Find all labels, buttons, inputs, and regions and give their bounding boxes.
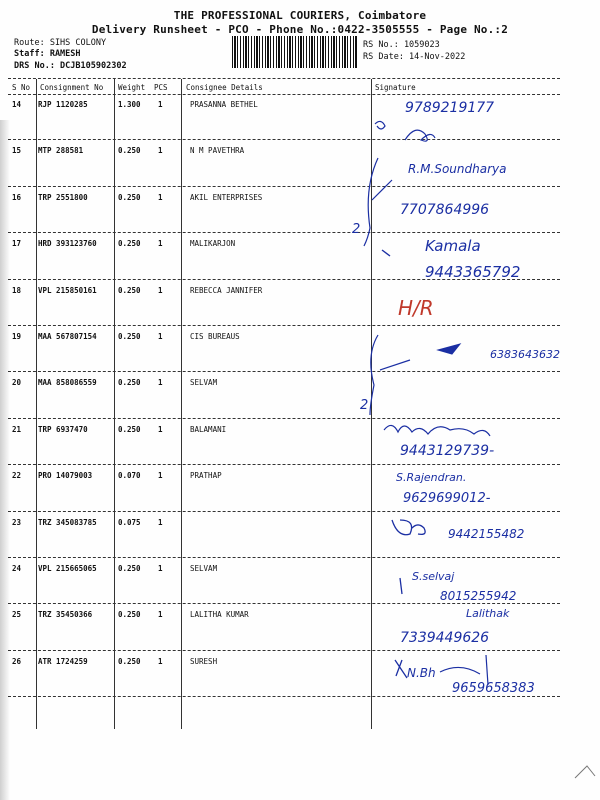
row-consignee: SELVAM [190, 378, 218, 388]
row-pcs: 1 [158, 100, 163, 109]
row-sno: 23 [12, 517, 22, 527]
runsheet-subtitle: Delivery Runsheet - PCO - Phone No.:0422-3505555 - Page No.:2 [91, 23, 509, 36]
row-consignment-no: VPL 215850161 [38, 285, 97, 295]
row-sno: 14 [12, 100, 22, 109]
handwritten-phone: 7707864996 [400, 202, 490, 218]
row-weight: 0.250 [118, 564, 141, 573]
handwritten-note: 2 [352, 222, 361, 237]
row-pcs: 1 [158, 424, 163, 434]
row-weight: 0.070 [118, 471, 141, 481]
handwritten-name: R.M.Soundharya [408, 162, 507, 176]
col-pcs: PCS [154, 83, 168, 92]
col-divider [36, 79, 37, 729]
row-weight: 0.250 [118, 146, 141, 156]
row-pcs: 1 [158, 146, 163, 156]
row-consignee: CIS BUREAUS [190, 332, 240, 341]
row-weight: 0.250 [118, 656, 141, 666]
route-label: Route: SIHS COLONY [14, 38, 107, 48]
row-sno: 26 [12, 656, 22, 666]
row-consignment-no: MAA 858086559 [38, 378, 97, 388]
row-weight: 0.250 [118, 239, 141, 249]
row-sno: 21 [12, 424, 22, 434]
drs-number: DRS No.: DCJB105902302 [14, 61, 127, 71]
page-corner-fold [575, 766, 595, 778]
signature-scribble [438, 344, 460, 354]
signature-scribble [384, 425, 490, 436]
row-consignment-no: MTP 288581 [38, 146, 84, 156]
handwritten-note: 2 [360, 398, 369, 413]
row-weight: 0.075 [118, 517, 141, 527]
row-pcs: 1 [158, 192, 163, 202]
row-sno: 24 [12, 564, 22, 573]
row-separator [8, 511, 560, 512]
row-consignee: AKIL ENTERPRISES [190, 192, 263, 202]
header-rule-top [8, 78, 560, 79]
row-separator [8, 696, 560, 697]
col-divider [114, 79, 115, 729]
row-consignment-no: RJP 1120285 [38, 100, 88, 109]
row-separator [8, 603, 560, 604]
header-rule-bottom [8, 94, 560, 95]
handwritten-mark: H/R [398, 296, 434, 320]
row-weight: 1.300 [118, 100, 141, 109]
barcode [232, 36, 358, 68]
row-sno: 17 [12, 239, 22, 249]
row-separator [8, 186, 560, 187]
handwritten-name: Lalithak [466, 607, 510, 620]
handwritten-phone: 6383643632 [490, 348, 560, 361]
col-sno: S No [12, 83, 31, 92]
row-sno: 15 [12, 146, 22, 156]
row-sno: 19 [12, 332, 22, 341]
scan-edge-shadow [0, 120, 10, 800]
row-sno: 25 [12, 610, 22, 620]
row-weight: 0.250 [118, 610, 141, 620]
row-pcs: 1 [158, 378, 163, 388]
handwritten-phone: 9443129739- [400, 443, 495, 459]
col-consignment: Consignment No [40, 83, 104, 92]
row-weight: 0.250 [118, 192, 141, 202]
row-weight: 0.250 [118, 378, 141, 388]
row-consignment-no: TRZ 35450366 [38, 610, 93, 620]
row-pcs: 1 [158, 610, 163, 620]
col-divider [181, 79, 182, 729]
row-consignment-no: TRZ 345083785 [38, 517, 97, 527]
handwritten-phone: 9442155482 [448, 527, 525, 541]
col-weight: Weight [118, 83, 146, 92]
rs-number: RS No.: 1059023 [363, 40, 440, 50]
row-separator [8, 371, 560, 372]
row-consignee: PRATHAP [190, 471, 222, 481]
row-weight: 0.250 [118, 424, 141, 434]
row-pcs: 1 [158, 239, 163, 249]
row-consignment-no: TRP 6937470 [38, 424, 88, 434]
row-consignee: MALIKARJON [190, 239, 236, 249]
row-consignee: PRASANNA BETHEL [190, 100, 258, 109]
handwritten-name: N.Bh [407, 666, 436, 680]
handwritten-phone: 9659658383 [452, 681, 535, 696]
row-consignee: N M PAVETHRA [190, 146, 245, 156]
handwritten-name: Kamala [425, 237, 481, 255]
row-pcs: 1 [158, 471, 163, 481]
signature-scribble [395, 660, 407, 678]
signature-scribble [375, 121, 435, 141]
col-divider [371, 79, 372, 729]
row-consignment-no: ATR 1724259 [38, 656, 88, 666]
row-sno: 18 [12, 285, 22, 295]
col-signature: Signature [375, 83, 416, 92]
row-weight: 0.250 [118, 285, 141, 295]
row-pcs: 1 [158, 285, 163, 295]
handwritten-phone: 9443365792 [425, 263, 521, 281]
row-consignee: SURESH [190, 656, 218, 666]
row-consignment-no: PRO 14079003 [38, 471, 93, 481]
row-consignment-no: MAA 567807154 [38, 332, 97, 341]
signature-scribble [400, 578, 402, 594]
row-sno: 22 [12, 471, 22, 481]
staff-label: Staff: RAMESH [14, 49, 81, 59]
row-pcs: 1 [158, 564, 163, 573]
row-sno: 20 [12, 378, 22, 388]
row-separator [8, 650, 560, 651]
row-pcs: 1 [158, 656, 163, 666]
handwritten-name: S.Rajendran. [396, 471, 467, 484]
row-consignee: BALAMANI [190, 424, 227, 434]
row-consignee: REBECCA JANNIFER [190, 285, 263, 295]
handwritten-phone: 8015255942 [440, 589, 517, 603]
row-separator [8, 418, 560, 419]
bracket-stroke [370, 335, 410, 415]
row-pcs: 1 [158, 332, 163, 341]
signature-scribble [392, 520, 425, 535]
row-separator [8, 232, 560, 233]
row-consignment-no: HRD 393123760 [38, 239, 97, 249]
row-sno: 16 [12, 192, 22, 202]
row-consignee: LALITHA KUMAR [190, 610, 249, 620]
row-separator [8, 325, 560, 326]
row-separator [8, 464, 560, 465]
col-consignee: Consignee Details [186, 83, 263, 92]
row-consignment-no: VPL 215665065 [38, 564, 97, 573]
row-consignee: SELVAM [190, 564, 218, 573]
row-separator [8, 139, 560, 140]
row-pcs: 1 [158, 517, 163, 527]
row-separator [8, 557, 560, 558]
handwritten-phone: 9789219177 [405, 100, 495, 116]
row-consignment-no: TRP 2551800 [38, 192, 88, 202]
company-title: THE PROFESSIONAL COURIERS, Coimbatore [173, 9, 427, 22]
rs-date: RS Date: 14-Nov-2022 [363, 52, 466, 62]
handwritten-phone: 7339449626 [400, 630, 490, 646]
signature-scribble [382, 250, 390, 256]
handwritten-phone: 9629699012- [403, 491, 491, 506]
handwritten-name: S.selvaj [412, 570, 455, 583]
row-weight: 0.250 [118, 332, 141, 341]
